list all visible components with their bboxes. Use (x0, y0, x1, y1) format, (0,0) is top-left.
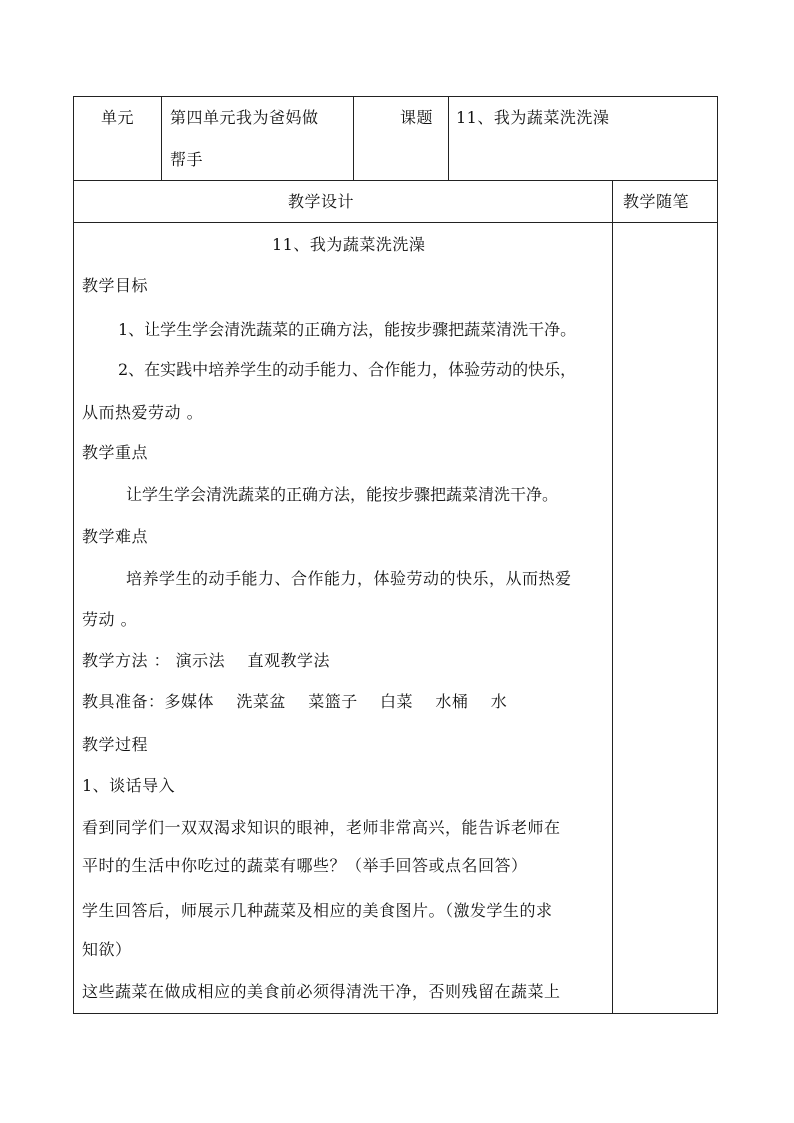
key-points-text: 让学生学会清洗蔬菜的正确方法，能按步骤把蔬菜清洗干净。 (126, 485, 559, 504)
unit-value-line2: 帮手 (170, 150, 204, 169)
difficulty-line2: 劳动 。 (82, 610, 138, 629)
paragraph-3-line1: 这些蔬菜在做成相应的美食前必须得清洗干净，否则残留在蔬菜上 (82, 982, 561, 1001)
step-1: 1、谈话导入 (82, 776, 176, 795)
objective-2-line1: 2、在实践中培养学生的动手能力、合作能力，体验劳动的快乐， (118, 360, 577, 379)
objectives-heading: 教学目标 (82, 276, 149, 295)
unit-value-line1: 第四单元我为爸妈做 (170, 108, 319, 127)
paragraph-1-line2: 平时的生活中你吃过的蔬菜有哪些？（举手回答或点名回答） (82, 856, 528, 875)
col-divider-unit (161, 96, 162, 180)
unit-label: 单元 (101, 108, 135, 127)
col-divider-unit-value (353, 96, 354, 180)
paragraph-1-line1: 看到同学们一双双渴求知识的眼神，老师非常高兴，能告诉老师在 (82, 818, 561, 837)
difficulty-heading: 教学难点 (82, 527, 149, 546)
lesson-table (73, 96, 718, 1014)
objective-1: 1、让学生学会清洗蔬菜的正确方法，能按步骤把蔬菜清洗干净。 (118, 320, 577, 339)
objective-2-line2: 从而热爱劳动 。 (82, 403, 204, 422)
design-column-title: 教学设计 (288, 192, 355, 211)
topic-label: 课题 (400, 108, 434, 127)
key-points-heading: 教学重点 (82, 443, 149, 462)
col-divider-notes (612, 180, 613, 1014)
row-divider-columns (73, 222, 718, 223)
teaching-methods: 教学方法 ： 演示法 直观教学法 (82, 651, 331, 670)
teaching-materials: 教具准备：多媒体 洗菜盆 菜篮子 白菜 水桶 水 (82, 692, 508, 711)
difficulty-line1: 培养学生的动手能力、合作能力，体验劳动的快乐，从而热爱 (126, 569, 572, 588)
process-heading: 教学过程 (82, 735, 149, 754)
row-divider-header (73, 180, 718, 181)
paragraph-2-line2: 知欲） (82, 940, 132, 959)
notes-column-title: 教学随笔 (623, 192, 690, 211)
topic-value: 11、我为蔬菜洗洗澡 (456, 108, 610, 127)
lesson-title: 11、我为蔬菜洗洗澡 (272, 235, 426, 254)
col-divider-topic (448, 96, 449, 180)
paragraph-2-line1: 学生回答后，师展示几种蔬菜及相应的美食图片。（激发学生的求 (82, 901, 553, 920)
